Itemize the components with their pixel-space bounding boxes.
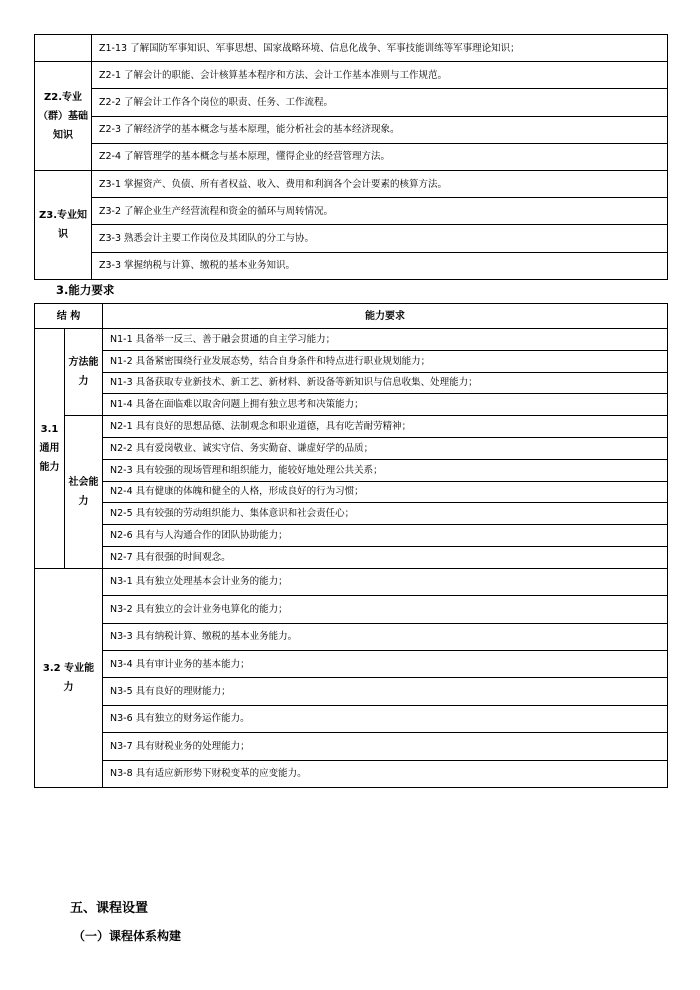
category-professional-ability: 3.2 专业能力	[35, 568, 103, 787]
table-row	[35, 459, 668, 481]
table-row	[35, 394, 668, 416]
table-row	[35, 350, 668, 372]
knowledge-item: Z2-3 了解经济学的基本概念与基本原理，能分析社会的基本经济现象。	[92, 116, 668, 143]
ability-item: N1-4 具备在面临难以取舍问题上拥有独立思考和决策能力；	[103, 394, 668, 416]
knowledge-item: Z2-4 了解管理学的基本概念与基本原理，懂得企业的经营管理方法。	[92, 143, 668, 170]
ability-item: N2-3 具有较强的现场管理和组织能力，能较好地处理公共关系；	[103, 459, 668, 481]
table-row	[35, 733, 668, 760]
table-row	[35, 329, 668, 351]
table-row	[35, 596, 668, 623]
ability-item: N3-6 具有独立的财务运作能力。	[103, 705, 668, 732]
table-header-row	[35, 304, 668, 329]
ability-item: N3-5 具有良好的理财能力；	[103, 678, 668, 705]
category-method-ability: 方法能力	[65, 329, 103, 416]
category-general-ability: 3.1 通用能力	[35, 329, 65, 569]
table-row	[35, 170, 668, 197]
knowledge-item: Z3-2 了解企业生产经营流程和资金的循环与周转情况。	[92, 198, 668, 225]
ability-item: N1-3 具备获取专业新技术、新工艺、新材料、新设备等新知识与信息收集、处理能力；	[103, 372, 668, 394]
ability-item: N3-7 具有财税业务的处理能力；	[103, 733, 668, 760]
knowledge-item: Z2-2 了解会计工作各个岗位的职责、任务、工作流程。	[92, 89, 668, 116]
ability-item: N2-5 具有较强的劳动组织能力、集体意识和社会责任心；	[103, 503, 668, 525]
table-row	[35, 623, 668, 650]
ability-item: N2-4 具有健康的体魄和健全的人格，形成良好的行为习惯；	[103, 481, 668, 503]
ability-item: N3-1 具有独立处理基本会计业务的能力；	[103, 568, 668, 595]
knowledge-item: Z3-3 掌握纳税与计算、缴税的基本业务知识。	[92, 252, 668, 279]
knowledge-item: Z2-1 了解会计的职能、会计核算基本程序和方法、会计工作基本准则与工作规范。	[92, 62, 668, 89]
table-row	[35, 437, 668, 459]
ability-item: N2-6 具有与人沟通合作的团队协助能力；	[103, 525, 668, 547]
ability-table	[34, 303, 668, 788]
table-row	[35, 372, 668, 394]
table-row	[35, 650, 668, 677]
ability-item: N3-2 具有独立的会计业务电算化的能力；	[103, 596, 668, 623]
ability-item: N3-3 具有纳税计算、缴税的基本业务能力。	[103, 623, 668, 650]
category-social-ability: 社会能力	[65, 416, 103, 569]
table-row	[35, 503, 668, 525]
table-row	[35, 546, 668, 568]
category-foundation-knowledge: Z2.专业（群）基础知识	[35, 62, 92, 171]
knowledge-item: Z3-1 掌握资产、负债、所有者权益、收入、费用和利润各个会计要素的核算方法。	[92, 170, 668, 197]
category-professional-knowledge: Z3.专业知识	[35, 170, 92, 279]
table-row	[35, 143, 668, 170]
table-row	[35, 62, 668, 89]
table-row	[35, 760, 668, 787]
table-row	[35, 416, 668, 438]
table-row	[35, 481, 668, 503]
section-heading-course-setup: 五、课程设置	[70, 901, 149, 916]
table-row	[35, 35, 668, 62]
table-row	[35, 705, 668, 732]
header-structure: 结 构	[35, 304, 103, 329]
table-row	[35, 568, 668, 595]
ability-item: N1-1 具备举一反三、善于融会贯通的自主学习能力；	[103, 329, 668, 351]
table-row	[35, 116, 668, 143]
ability-item: N2-1 具有良好的思想品德、法制观念和职业道德，具有吃苦耐劳精神；	[103, 416, 668, 438]
table-row	[35, 252, 668, 279]
knowledge-item: Z3-3 熟悉会计主要工作岗位及其团队的分工与协。	[92, 225, 668, 252]
table-row	[35, 225, 668, 252]
ability-requirements-heading: 3.能力要求	[56, 283, 115, 297]
table-row	[35, 89, 668, 116]
ability-item: N2-2 具有爱岗敬业、诚实守信、务实勤奋、谦虚好学的品质；	[103, 437, 668, 459]
ability-item: N3-8 具有适应新形势下财税变革的应变能力。	[103, 760, 668, 787]
category-cell-empty	[35, 35, 92, 62]
knowledge-table	[34, 34, 668, 280]
table-row	[35, 525, 668, 547]
header-requirement: 能力要求	[103, 304, 668, 329]
subsection-heading-curriculum: （一）课程体系构建	[73, 929, 182, 943]
knowledge-item: Z1-13 了解国防军事知识、军事思想、国家战略环境、信息化战争、军事技能训练等军事理论知识；	[92, 35, 668, 62]
table-row	[35, 678, 668, 705]
ability-item: N1-2 具备紧密围绕行业发展态势，结合自身条件和特点进行职业规划能力；	[103, 350, 668, 372]
ability-item: N2-7 具有很强的时间观念。	[103, 546, 668, 568]
ability-item: N3-4 具有审计业务的基本能力；	[103, 650, 668, 677]
table-row	[35, 198, 668, 225]
